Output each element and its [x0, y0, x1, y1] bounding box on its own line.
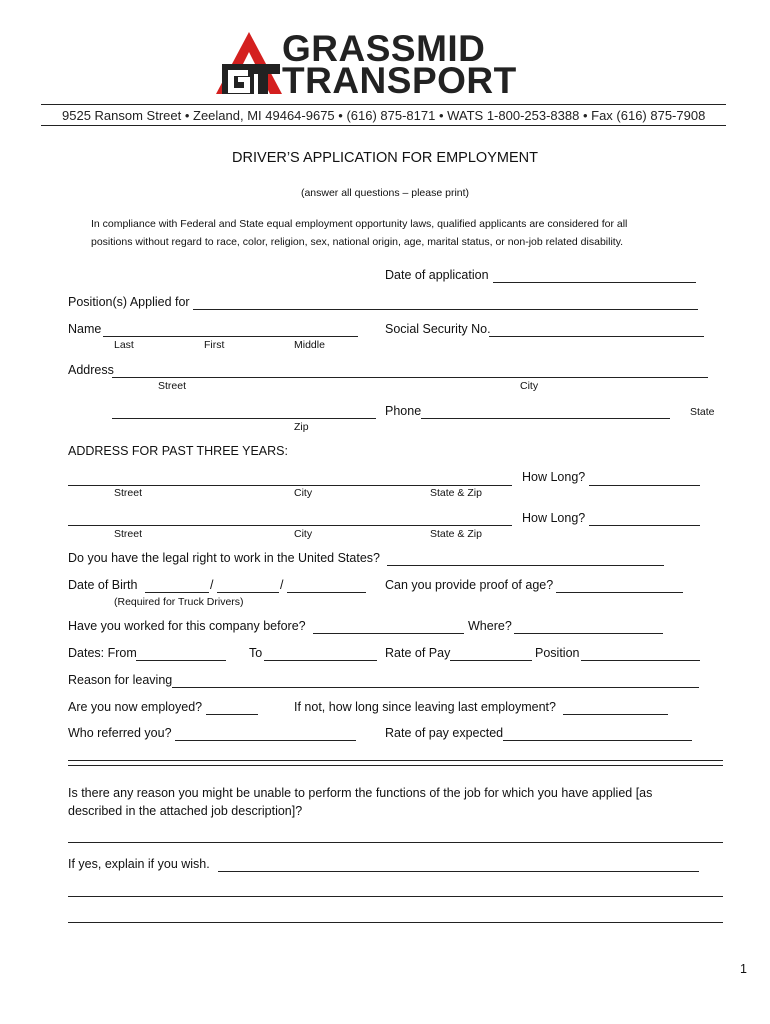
rate-of-pay-label: Rate of Pay — [385, 646, 451, 660]
explain-line-2[interactable] — [68, 896, 723, 897]
worked-before-field[interactable] — [313, 633, 464, 634]
past-2-state-zip-caption: State & Zip — [430, 528, 482, 540]
page-number: 1 — [740, 962, 747, 976]
employed-now-label: Are you now employed? — [68, 700, 203, 714]
dates-from-label: Dates: From — [68, 646, 137, 660]
dates-from-field[interactable] — [136, 660, 226, 661]
where-label: Where? — [468, 619, 512, 633]
legal-right-field[interactable] — [387, 565, 664, 566]
unable-answer-field[interactable] — [68, 842, 723, 843]
name-field[interactable] — [103, 336, 358, 337]
logo-line-2: TRANSPORT — [282, 60, 517, 101]
name-middle-caption: Middle — [294, 339, 325, 351]
past-1-city-caption: City — [294, 487, 313, 499]
position-field[interactable] — [581, 660, 700, 661]
reason-leaving-label: Reason for leaving — [68, 673, 173, 687]
rate-expected-field[interactable] — [503, 740, 692, 741]
worked-before-label: Have you worked for this company before? — [68, 619, 306, 633]
address-field[interactable] — [112, 377, 708, 378]
legal-right-label: Do you have the legal right to work in the United States? — [68, 551, 380, 565]
header-rule-bottom — [41, 125, 726, 126]
phone-label: Phone — [385, 404, 422, 418]
address-street-caption: Street — [158, 380, 187, 392]
how-long-2-field[interactable] — [589, 525, 700, 526]
who-referred-field[interactable] — [175, 740, 356, 741]
eeo-notice-line-1: In compliance with Federal and State equal employment opportunity laws, qualified applicants are considered for all — [91, 218, 628, 230]
dob-month-field[interactable] — [145, 592, 209, 593]
dob-day-field[interactable] — [217, 592, 279, 593]
dob-slash-1: / — [210, 578, 214, 592]
unable-question-line-2: described in the attached job description]? — [68, 804, 303, 818]
past-2-city-caption: City — [294, 528, 313, 540]
how-long-1-field[interactable] — [589, 485, 700, 486]
positions-applied-field[interactable] — [193, 309, 698, 310]
positions-applied-label: Position(s) Applied for — [68, 295, 190, 309]
dob-slash-2: / — [280, 578, 284, 592]
how-long-1-label: How Long? — [522, 470, 586, 484]
logo-emblem-icon — [214, 30, 284, 98]
employed-now-field[interactable] — [206, 714, 258, 715]
phone-field[interactable] — [421, 418, 670, 419]
past-address-1-field[interactable] — [68, 485, 512, 486]
company-address-line: 9525 Ransom Street • Zeeland, MI 49464-9675 • (616) 875-8171 • WATS 1-800-253-8388 • Fax (616) 875-7908 — [62, 108, 706, 123]
if-yes-field[interactable] — [218, 871, 699, 872]
how-long-since-label: If not, how long since leaving last employment? — [294, 700, 556, 714]
past-1-state-zip-caption: State & Zip — [430, 487, 482, 499]
logo-line-1: GRASSMID — [282, 28, 486, 69]
name-first-caption: First — [204, 339, 225, 351]
dates-to-field[interactable] — [264, 660, 377, 661]
section-rule-2 — [68, 765, 723, 766]
name-last-caption: Last — [114, 339, 134, 351]
position-label: Position — [535, 646, 580, 660]
name-label: Name — [68, 322, 102, 336]
past-address-2-field[interactable] — [68, 525, 512, 526]
reason-leaving-field[interactable] — [172, 687, 699, 688]
rate-expected-label: Rate of pay expected — [385, 726, 504, 740]
date-of-application-field[interactable] — [493, 282, 696, 283]
past-1-street-caption: Street — [114, 487, 143, 499]
ssn-label: Social Security No. — [385, 322, 491, 336]
dob-note: (Required for Truck Drivers) — [114, 596, 244, 608]
if-yes-label: If yes, explain if you wish. — [68, 857, 210, 871]
dob-year-field[interactable] — [287, 592, 366, 593]
unable-question-line-1: Is there any reason you might be unable to perform the functions of the job for which you have applied [as — [68, 786, 653, 800]
proof-of-age-label: Can you provide proof of age? — [385, 578, 554, 592]
date-of-birth-label: Date of Birth — [68, 578, 138, 592]
form-title: DRIVER’S APPLICATION FOR EMPLOYMENT — [232, 150, 538, 166]
rate-of-pay-field[interactable] — [450, 660, 532, 661]
who-referred-label: Who referred you? — [68, 726, 172, 740]
header-rule-top — [41, 104, 726, 105]
proof-of-age-field[interactable] — [556, 592, 683, 593]
explain-line-3[interactable] — [68, 922, 723, 923]
state-zip-field[interactable] — [112, 418, 376, 419]
section-rule-1 — [68, 760, 723, 761]
dates-to-label: To — [249, 646, 263, 660]
zip-caption: Zip — [294, 421, 309, 433]
state-caption: State — [690, 406, 715, 418]
date-of-application-label: Date of application — [385, 268, 489, 282]
address-label: Address — [68, 363, 114, 377]
how-long-2-label: How Long? — [522, 511, 586, 525]
how-long-since-field[interactable] — [563, 714, 668, 715]
past-addresses-heading: ADDRESS FOR PAST THREE YEARS: — [68, 444, 288, 458]
form-subtitle: (answer all questions – please print) — [300, 187, 470, 199]
address-city-caption: City — [520, 380, 539, 392]
past-2-street-caption: Street — [114, 528, 143, 540]
where-field[interactable] — [514, 633, 663, 634]
eeo-notice-line-2: positions without regard to race, color, religion, sex, national origin, age, marital status, or non-job related disability. — [91, 236, 624, 248]
ssn-field[interactable] — [489, 336, 704, 337]
